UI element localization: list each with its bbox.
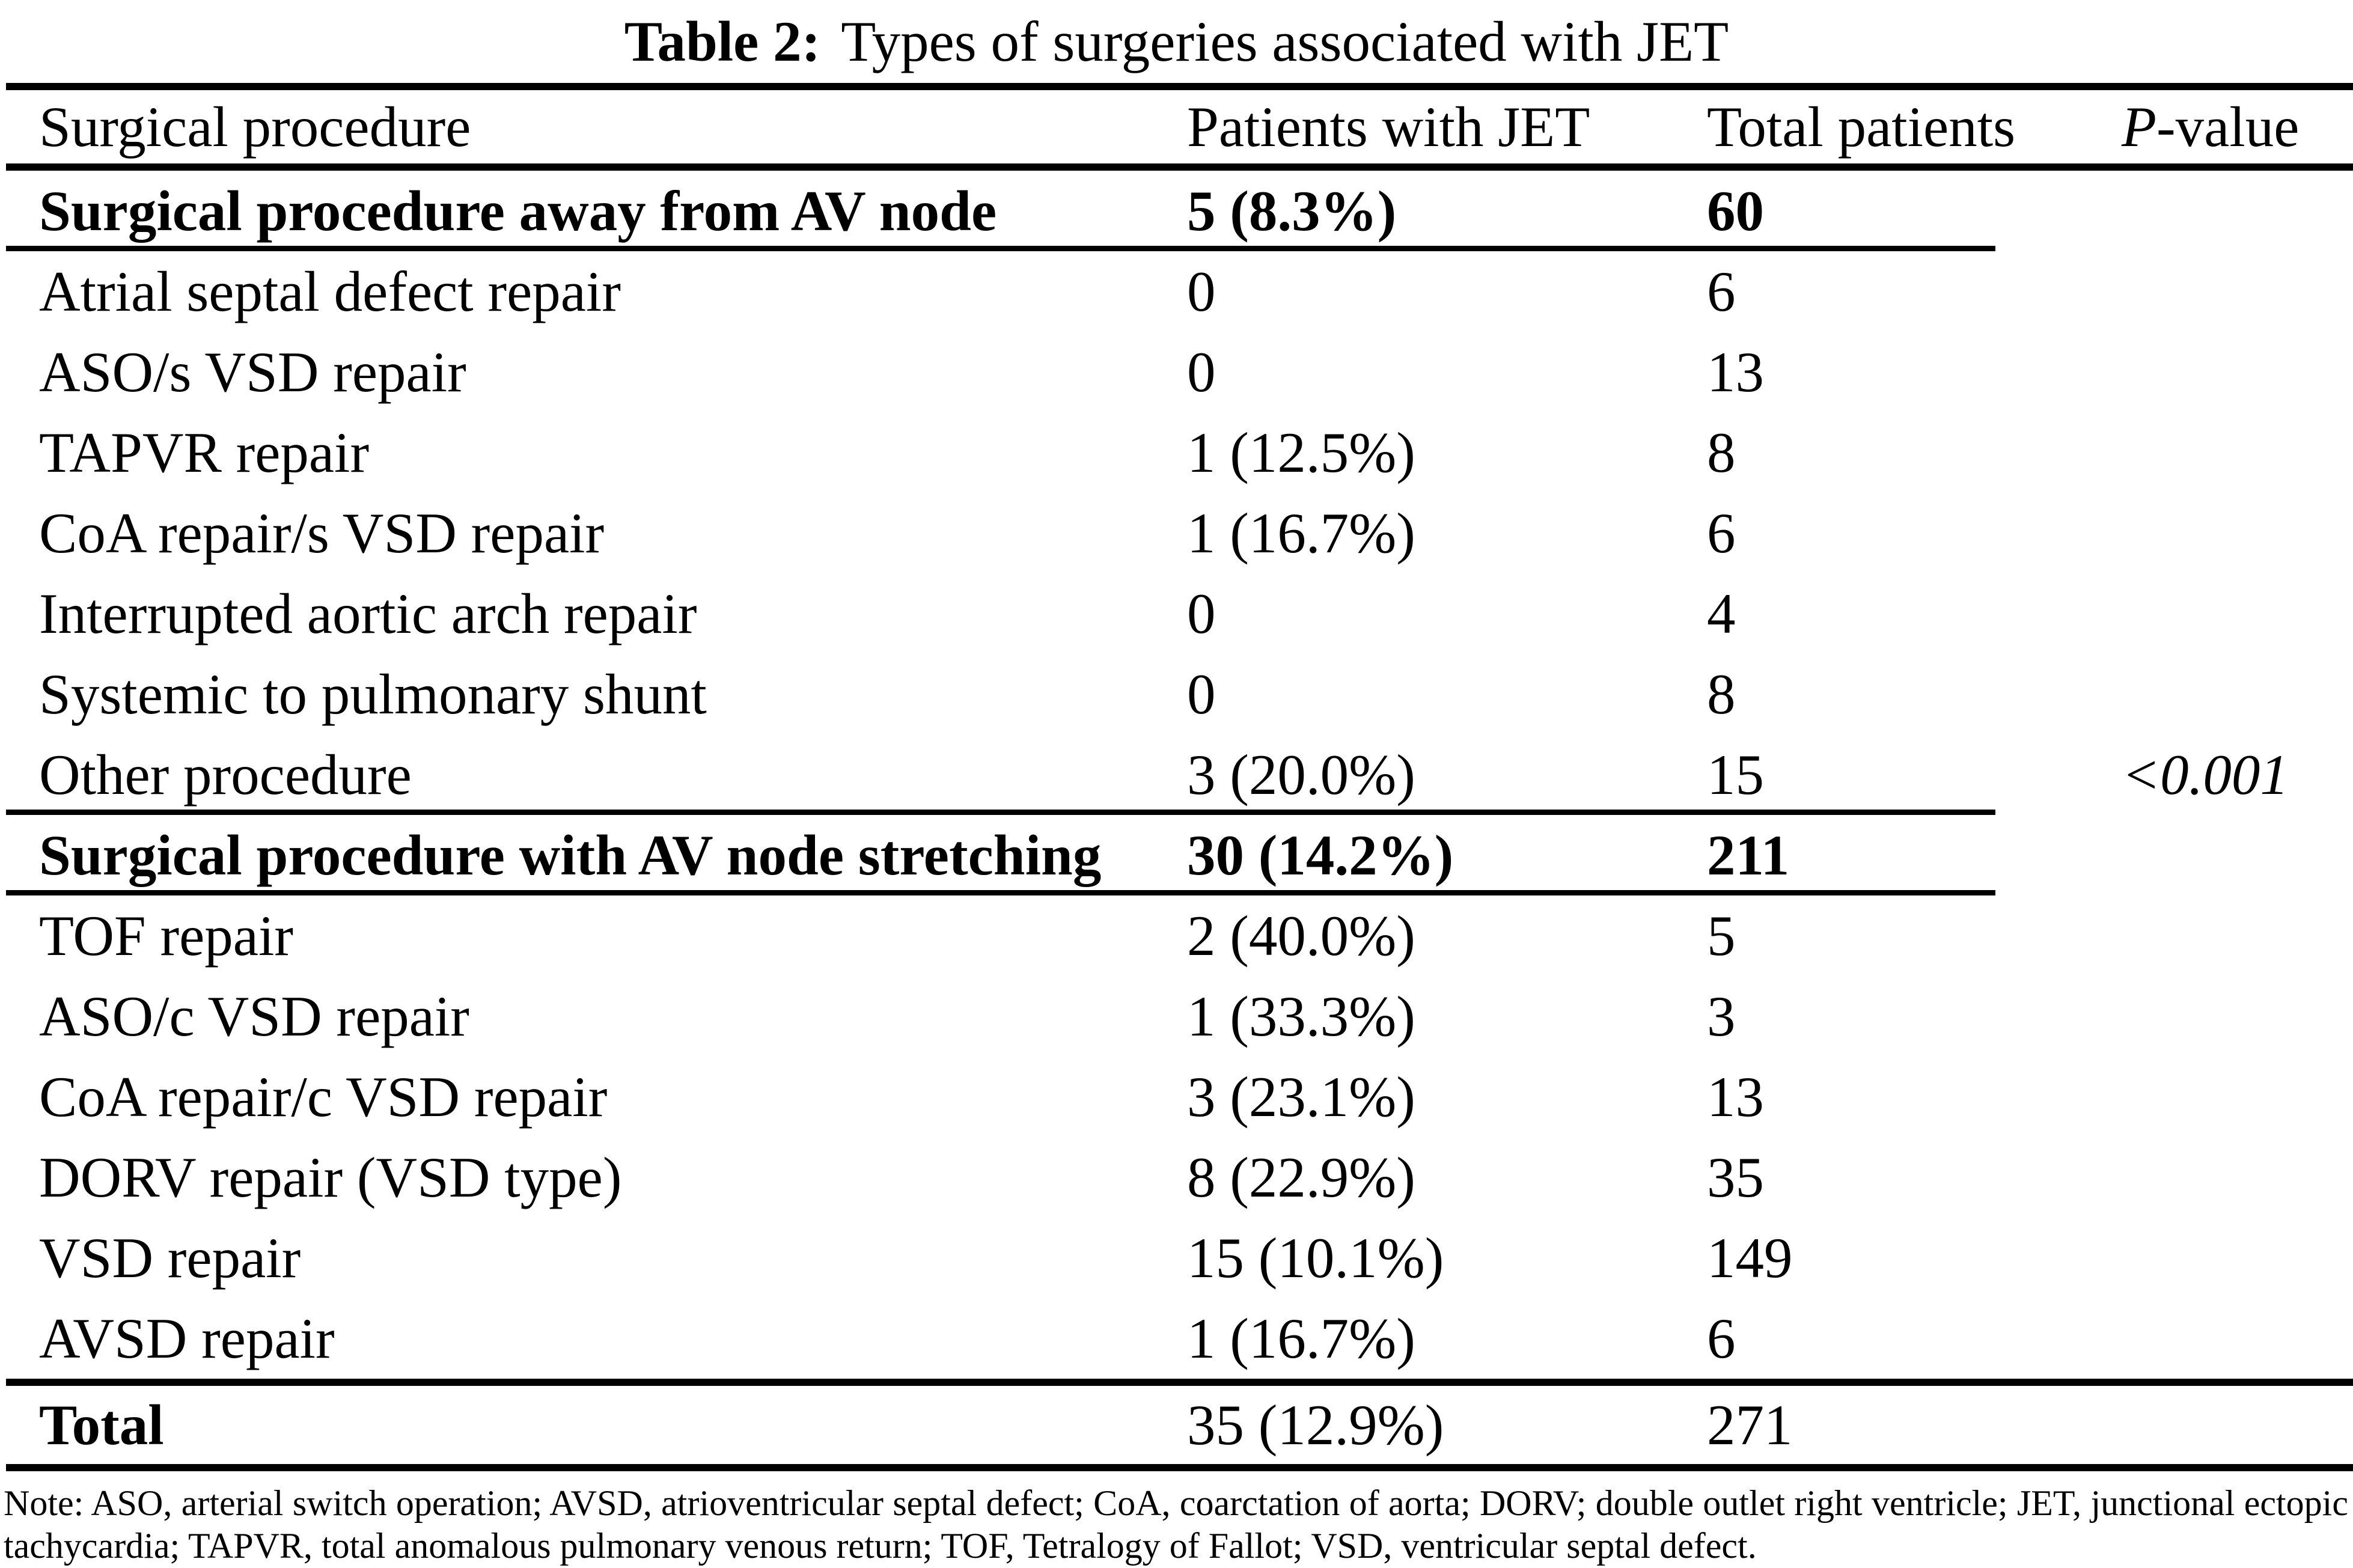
- cell-total-patients: 60: [1707, 178, 1764, 243]
- cell-procedure: Systemic to pulmonary shunt: [39, 662, 707, 726]
- table-row-interrupted-aortic-arch-repair: [0, 573, 2353, 654]
- rule-under-header: [6, 163, 2353, 171]
- cell-total-patients: 3: [1707, 984, 1736, 1048]
- table-row-aso-c-vsd-repair: [0, 976, 2353, 1057]
- cell-procedure: Atrial septal defect repair: [39, 259, 621, 323]
- cell-total-patients: 8: [1707, 662, 1736, 726]
- cell-procedure: CoA repair/c VSD repair: [39, 1064, 608, 1129]
- cell-total-patients: 5: [1707, 903, 1736, 968]
- cell-patients-with-jet: 5 (8.3%): [1187, 178, 1397, 243]
- cell-p-value: <0.001: [2122, 742, 2289, 807]
- cell-procedure: Other procedure: [39, 742, 412, 807]
- table-row-section-away-from-av-node: [0, 171, 2353, 251]
- cell-patients-with-jet: 3 (23.1%): [1187, 1064, 1415, 1129]
- table-row-section-with-av-node-stretching: [0, 815, 2353, 895]
- cell-patients-with-jet: 30 (14.2%): [1187, 823, 1454, 887]
- table-title-label: Table 2:: [624, 10, 821, 73]
- table-row-total: [0, 1386, 2353, 1464]
- table-row-vsd-repair: [0, 1218, 2353, 1298]
- p-value-suffix: -value: [2156, 94, 2300, 159]
- table-title-text: Types of surgeries associated with JET: [841, 10, 1729, 73]
- rule-top: [6, 83, 2353, 90]
- cell-patients-with-jet: 1 (33.3%): [1187, 984, 1415, 1048]
- cell-total-patients: 35: [1707, 1145, 1764, 1209]
- cell-procedure: DORV repair (VSD type): [39, 1145, 622, 1209]
- table-row-dorv-repair-vsd-type: [0, 1137, 2353, 1218]
- cell-total-patients: 6: [1707, 259, 1736, 323]
- cell-patients-with-jet: 1 (16.7%): [1187, 1306, 1415, 1370]
- table-row-tapvr-repair: [0, 412, 2353, 493]
- cell-procedure: Surgical procedure away from AV node: [39, 178, 997, 243]
- cell-procedure: AVSD repair: [39, 1306, 335, 1370]
- rule-bottom: [6, 1464, 2353, 1471]
- table-row-other-procedure: [0, 734, 2353, 815]
- cell-total-patients: 8: [1707, 420, 1736, 484]
- cell-total-patients: 6: [1707, 1306, 1736, 1370]
- cell-procedure: Surgical procedure with AV node stretching: [39, 823, 1102, 887]
- table-row-coa-repair-c-vsd-repair: [0, 1057, 2353, 1137]
- cell-patients-with-jet: 2 (40.0%): [1187, 903, 1415, 968]
- table-row-coa-repair-s-vsd-repair: [0, 493, 2353, 573]
- cell-total-patients: 149: [1707, 1225, 1793, 1290]
- cell-procedure: Interrupted aortic arch repair: [39, 581, 697, 645]
- cell-total-patients: 13: [1707, 340, 1764, 404]
- table-header-row: [0, 90, 2353, 163]
- p-value-italic-p: P: [2122, 94, 2157, 159]
- rule-above-total: [6, 1379, 2353, 1386]
- cell-procedure: ASO/s VSD repair: [39, 340, 466, 404]
- cell-patients-with-jet: 8 (22.9%): [1187, 1145, 1415, 1209]
- table-row-tof-repair: [0, 895, 2353, 976]
- cell-patients-with-jet: 0: [1187, 662, 1216, 726]
- cell-procedure: CoA repair/s VSD repair: [39, 501, 605, 565]
- cell-patients-with-jet: 0: [1187, 340, 1216, 404]
- cell-total-patients: 271: [1707, 1393, 1793, 1457]
- cell-patients-with-jet: 0: [1187, 581, 1216, 645]
- cell-total-patients: 211: [1707, 823, 1790, 887]
- table-title: [0, 0, 2353, 83]
- column-header-procedure: Surgical procedure: [39, 94, 471, 159]
- cell-procedure: ASO/c VSD repair: [39, 984, 469, 1048]
- cell-patients-with-jet: 3 (20.0%): [1187, 742, 1415, 807]
- cell-patients-with-jet: 1 (12.5%): [1187, 420, 1415, 484]
- cell-procedure: TAPVR repair: [39, 420, 370, 484]
- column-header-total-patients: Total patients: [1707, 94, 2016, 159]
- column-header-patients-with-jet: Patients with JET: [1187, 94, 1590, 159]
- table-row-aso-s-vsd-repair: [0, 332, 2353, 412]
- cell-patients-with-jet: 15 (10.1%): [1187, 1225, 1444, 1290]
- table-row-systemic-to-pulmonary-shunt: [0, 654, 2353, 734]
- cell-total-patients: 13: [1707, 1064, 1764, 1129]
- cell-procedure: Total: [39, 1393, 164, 1457]
- table-row-avsd-repair: [0, 1298, 2353, 1379]
- table-footnote: Note: ASO, arterial switch operation; AVSD, atrioventricular septal defect; CoA, coarctation of aorta; DORV; double outlet right ventricle; JET, junctional ectopic tachycardia; TAPVR, total anomalous pulmonary venous return; TOF, Tetralogy of Fallot; VSD, ventricular septal defect.: [4, 1483, 2348, 1566]
- cell-patients-with-jet: 1 (16.7%): [1187, 501, 1415, 565]
- cell-total-patients: 4: [1707, 581, 1736, 645]
- table-row-atrial-septal-defect-repair: [0, 251, 2353, 332]
- cell-total-patients: 15: [1707, 742, 1764, 807]
- column-header-p-value: [2122, 94, 2353, 159]
- cell-procedure: VSD repair: [39, 1225, 301, 1290]
- cell-procedure: TOF repair: [39, 903, 294, 968]
- cell-patients-with-jet: 35 (12.9%): [1187, 1393, 1444, 1457]
- cell-patients-with-jet: 0: [1187, 259, 1216, 323]
- cell-total-patients: 6: [1707, 501, 1736, 565]
